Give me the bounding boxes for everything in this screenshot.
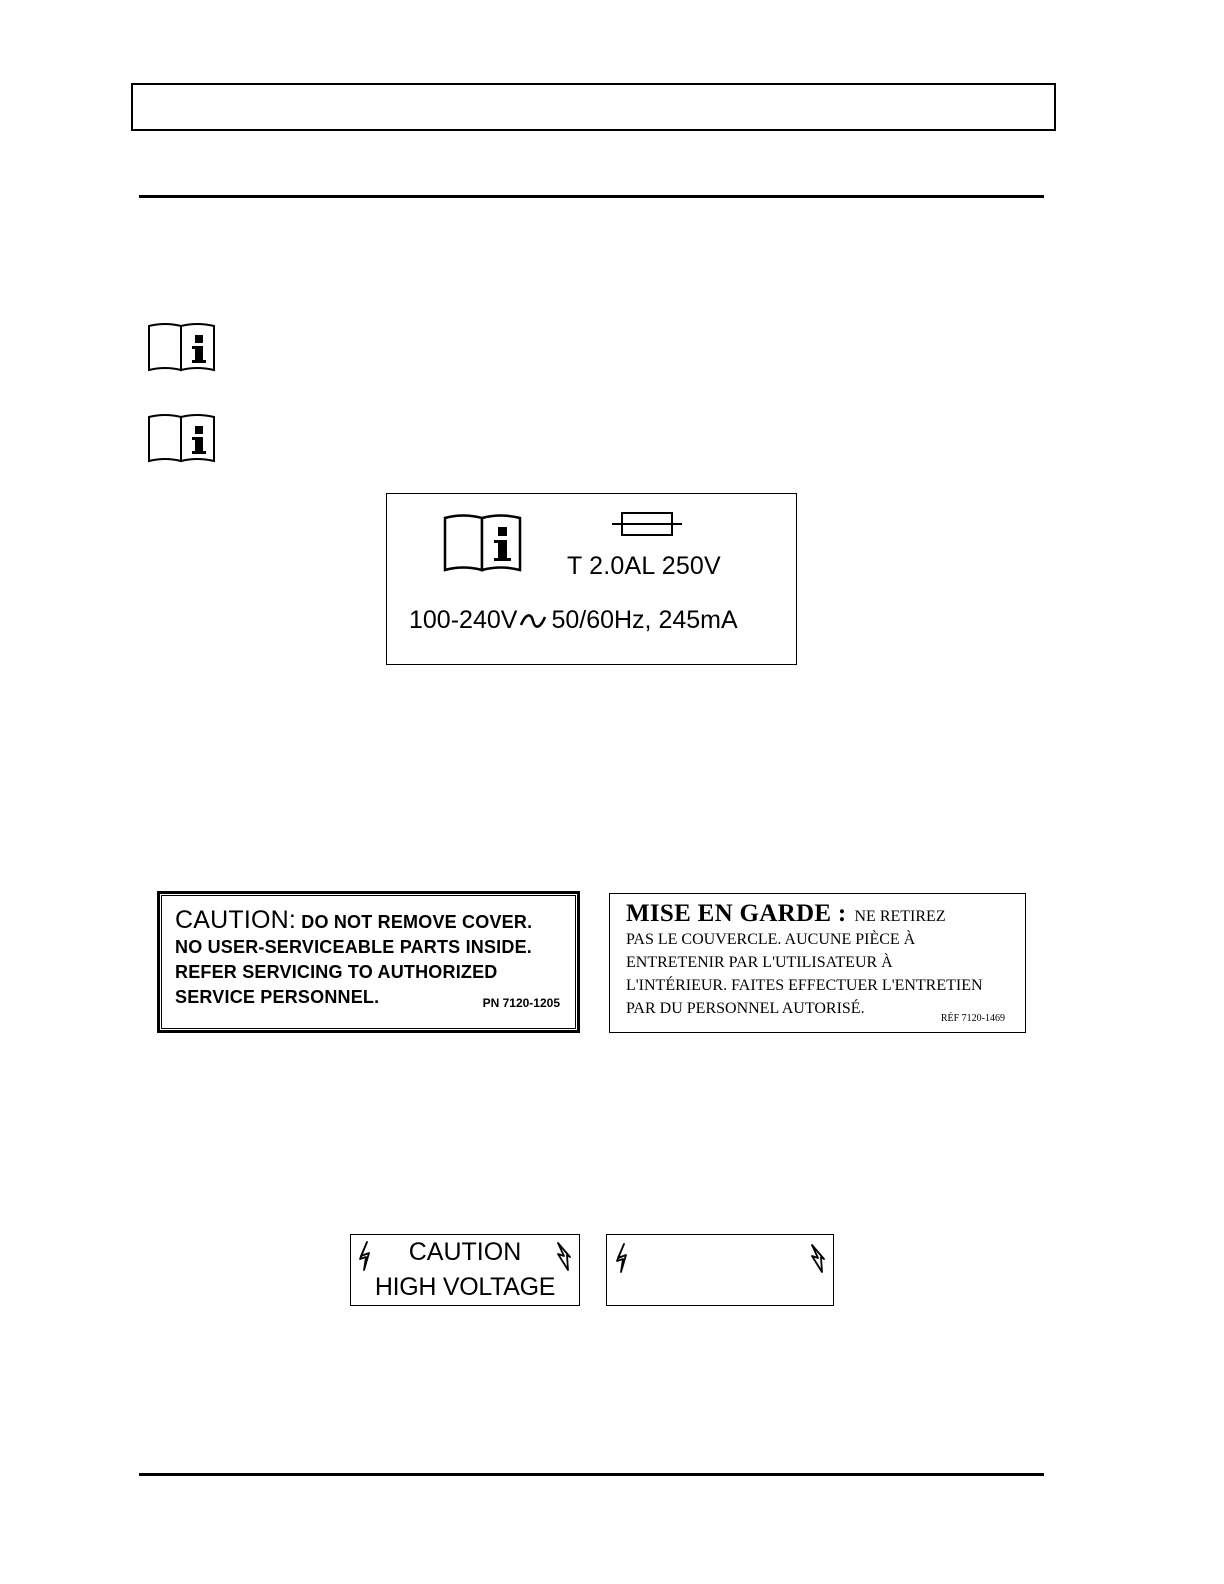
power-rating-label	[386, 493, 797, 665]
part-number: PN 7120-1205	[482, 996, 560, 1010]
high-voltage-text: HIGH VOLTAGE	[374, 1273, 556, 1301]
top-divider	[139, 195, 1044, 198]
manual-info-icon	[147, 414, 217, 464]
lightning-bolt-icon	[615, 1243, 631, 1273]
reference-number: RÉF 7120-1469	[940, 1013, 1005, 1024]
caution-line-2: NO USER-SERVICEABLE PARTS INSIDE.	[175, 937, 532, 957]
caution-fr-line-4: L'INTÉRIEUR. FAITES EFFECTUER L'ENTRETIEN	[626, 977, 983, 994]
high-voltage-label-english	[350, 1234, 580, 1306]
caution-fr-line-1: NE RETIREZ	[846, 908, 946, 925]
fuse-rating: T 2.0AL 250V	[567, 552, 721, 580]
fuse-icon	[612, 511, 682, 537]
caution-line-3: REFER SERVICING TO AUTHORIZED	[175, 962, 498, 982]
manual-info-icon	[443, 514, 523, 574]
bottom-divider	[139, 1473, 1044, 1476]
voltage-range: 100-240V	[409, 606, 518, 634]
high-voltage-label-blank	[606, 1234, 834, 1306]
caution-title-fr: MISE EN GARDE :	[626, 900, 847, 927]
frequency-current: 50/60Hz, 245mA	[551, 606, 738, 634]
header-box	[131, 83, 1056, 131]
caution-fr-line-5: PAR DU PERSONNEL AUTORISÉ.	[626, 1000, 865, 1017]
caution-fr-line-3: ENTRETENIR PAR L'UTILISATEUR À	[626, 954, 893, 971]
caution-label-french	[609, 893, 1026, 1033]
caution-line-4: SERVICE PERSONNEL.	[175, 987, 380, 1007]
caution-fr-line-2: PAS LE COUVERCLE. AUCUNE PIÈCE À	[626, 931, 916, 948]
manual-info-icon	[147, 323, 217, 373]
lightning-bolt-icon	[809, 1243, 825, 1273]
caution-title: CAUTION:	[175, 906, 297, 934]
lightning-bolt-icon	[555, 1241, 571, 1271]
caution-word: CAUTION	[408, 1238, 522, 1266]
caution-label-english	[157, 891, 580, 1033]
ac-wave-icon	[519, 613, 547, 629]
caution-line-1: DO NOT REMOVE COVER.	[296, 912, 533, 932]
power-input-rating	[409, 606, 738, 635]
